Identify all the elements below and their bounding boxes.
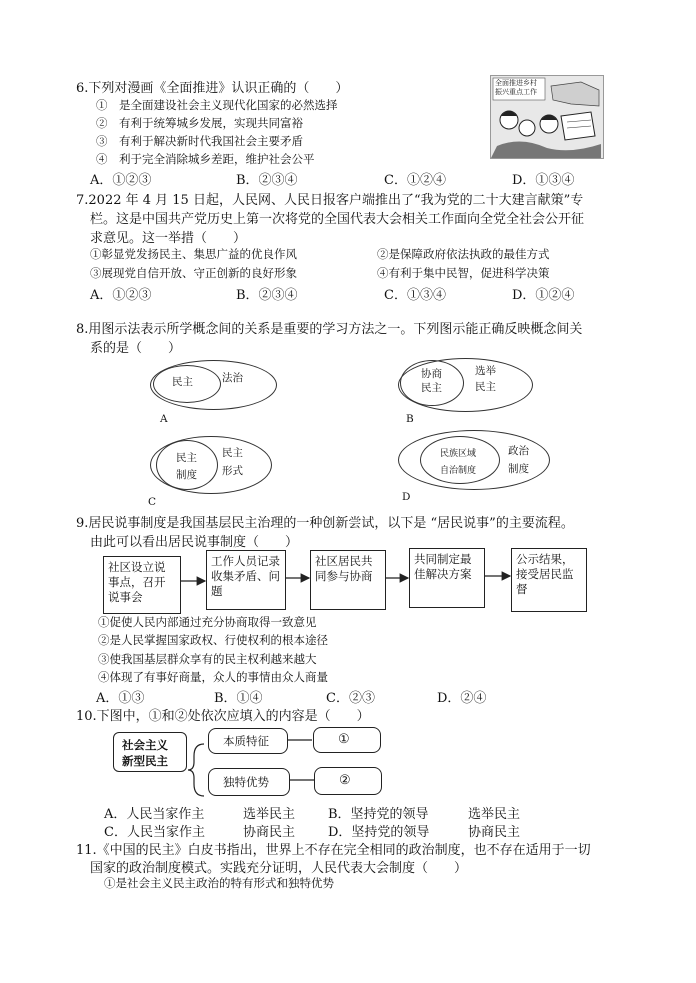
q9-stem-line2: 由此可以看出居民说事制度（ ） — [90, 535, 299, 550]
q6-choice-a: A．①②③ — [90, 173, 152, 188]
diagram-c-inner-label-2: 制度 — [176, 469, 197, 481]
q6-option-1: ① 是全面建设社会主义现代化国家的必然选择 — [96, 98, 338, 112]
diagram-a-outer-label: 法治 — [222, 372, 243, 384]
diagram-d-inner-label-1: 民族区域 — [440, 449, 477, 459]
q6-stem: 6.下列对漫画《全面推进》认识正确的（ ） — [76, 81, 349, 96]
q10-choice-d: D．坚持党的领导 — [328, 825, 430, 840]
flow-step-5: 公示结果，接受居民监督 — [511, 548, 587, 612]
q7-choice-b: B．②③④ — [236, 288, 298, 303]
q8-stem-line2: 系的是（ ） — [90, 341, 182, 356]
q10-root-box — [113, 732, 187, 772]
q10-branch-advantage-label: 独特优势 — [223, 775, 269, 789]
q10-slot-1-label: ① — [338, 732, 350, 747]
q7-choice-c: C．①③④ — [384, 288, 446, 303]
q10-choice-c-second: 协商民主 — [243, 825, 296, 840]
q9-choice-c: C．②③ — [326, 691, 375, 706]
q8-stem-line1: 8.用图示法表示所学概念间的关系是重要的学习方法之一。下列图示能正确反映概念间关 — [76, 322, 583, 337]
q9-option-1: ①促使人民内部通过充分协商取得一致意见 — [98, 615, 317, 629]
q7-choice-a: A．①②③ — [90, 288, 152, 303]
q7-option-1: ①彰显党发扬民主、集思广益的优良作风 — [90, 247, 297, 261]
q10-choice-b-second: 选举民主 — [468, 807, 521, 822]
diagram-b-left-label-1: 协商 — [421, 368, 442, 380]
diagram-d-inner-label-2: 自治制度 — [440, 466, 477, 476]
q10-slot-2 — [314, 767, 382, 795]
q9-choice-a: A．①③ — [96, 691, 145, 706]
flow-step-2: 工作人员记录收集矛盾、问题 — [206, 550, 286, 610]
q10-choice-d-second: 协商民主 — [468, 825, 521, 840]
q6-choice-d: D．①③④ — [512, 173, 575, 188]
diagram-b-letter: B — [406, 413, 414, 425]
q10-root-line2: 新型民主 — [122, 754, 168, 768]
q7-option-2: ②是保障政府依法执政的最佳方式 — [377, 247, 550, 261]
q6-option-3: ③ 有利于解决新时代我国社会主要矛盾 — [96, 134, 303, 148]
q6-option-2: ② 有利于统筹城乡发展，实现共同富裕 — [96, 116, 303, 130]
q10-choice-a: A．人民当家作主 — [104, 807, 205, 822]
q7-choice-d: D．①②④ — [512, 288, 575, 303]
q10-root-line1: 社会主义 — [122, 738, 168, 752]
q10-slot-2-label: ② — [339, 773, 351, 788]
diagram-a-letter: A — [160, 413, 168, 425]
q7-option-4: ④有利于集中民智，促进科学决策 — [377, 266, 550, 280]
q10-choice-a-second: 选举民主 — [243, 807, 296, 822]
q10-choice-c: C．人民当家作主 — [104, 825, 205, 840]
q9-option-4: ④体现了有事好商量，众人的事情由众人商量 — [98, 670, 328, 684]
diagram-c-inner-label-1: 民主 — [176, 452, 197, 464]
diagram-b-left-label-2: 民主 — [421, 382, 442, 394]
q7-stem-line3: 求意见。这一举措（ ） — [90, 231, 247, 246]
q9-option-2: ②是人民掌握国家政权、行使权利的根本途径 — [98, 633, 328, 647]
q9-choice-d: D．②④ — [437, 691, 487, 706]
q7-stem-line1: 7.2022 年 4 月 15 日起，人民网、人民日报客户端推出了“我为党的二十大建言献策”专 — [76, 193, 584, 208]
q10-slot-1 — [313, 727, 381, 753]
flow-step-4: 共同制定最佳解决方案 — [409, 548, 485, 608]
q9-choice-b: B．①④ — [214, 691, 263, 706]
q7-option-3: ③展现党自信开放、守正创新的良好形象 — [90, 266, 297, 280]
q6-choice-b: B．②③④ — [236, 173, 298, 188]
flow-step-3: 社区居民共同参与协商 — [310, 550, 386, 610]
diagram-d-outer-label-2: 制度 — [508, 463, 529, 475]
q9-option-3: ③使我国基层群众享有的民主权利越来越大 — [98, 652, 317, 666]
q11-stem-line2: 国家的政治制度模式。实践充分证明，人民代表大会制度（ ） — [90, 861, 468, 876]
q11-option-1: ①是社会主义民主政治的特有形式和独特优势 — [104, 876, 334, 890]
q6-option-4: ④ 利于完全消除城乡差距，维护社会公平 — [96, 152, 315, 166]
flow-step-1: 社区设立说事点，召开说事会 — [103, 556, 181, 614]
diagram-d-outer-label-1: 政治 — [508, 445, 529, 457]
q9-stem-line1: 9.居民说事制度是我国基层民主治理的一种创新尝试，以下是 “居民说事”的主要流程。 — [76, 516, 574, 531]
q10-brace — [188, 744, 204, 796]
q11-stem-line1: 11.《中国的民主》白皮书指出，世界上不存在完全相同的政治制度，也不存在适用于一切 — [76, 843, 591, 858]
diagram-d-letter: D — [402, 491, 411, 503]
q7-stem-line2: 栏。这是中国共产党历史上第一次将党的全国代表大会相关工作面向全党全社会公开征 — [90, 212, 585, 227]
diagram-c-outer-label-2: 形式 — [222, 465, 243, 477]
diagram-c-letter: C — [148, 496, 157, 508]
diagram-a-inner-label: 民主 — [172, 376, 193, 388]
diagram-b-right-label-1: 选举 — [475, 365, 496, 377]
cartoon-caption: 全面推进乡村振兴重点工作 — [495, 79, 537, 96]
q10-branch-essence-label: 本质特征 — [223, 734, 269, 748]
q10-choice-b: B．坚持党的领导 — [328, 807, 429, 822]
diagram-c-outer-label-1: 民主 — [222, 447, 243, 459]
q10-branch-essence — [208, 728, 288, 754]
q10-branch-advantage — [208, 768, 290, 796]
q10-stem: 10.下图中，①和②处依次应填入的内容是（ ） — [76, 709, 370, 724]
q6-choice-c: C．①②④ — [384, 173, 446, 188]
diagram-b-right-label-2: 民主 — [475, 381, 496, 393]
